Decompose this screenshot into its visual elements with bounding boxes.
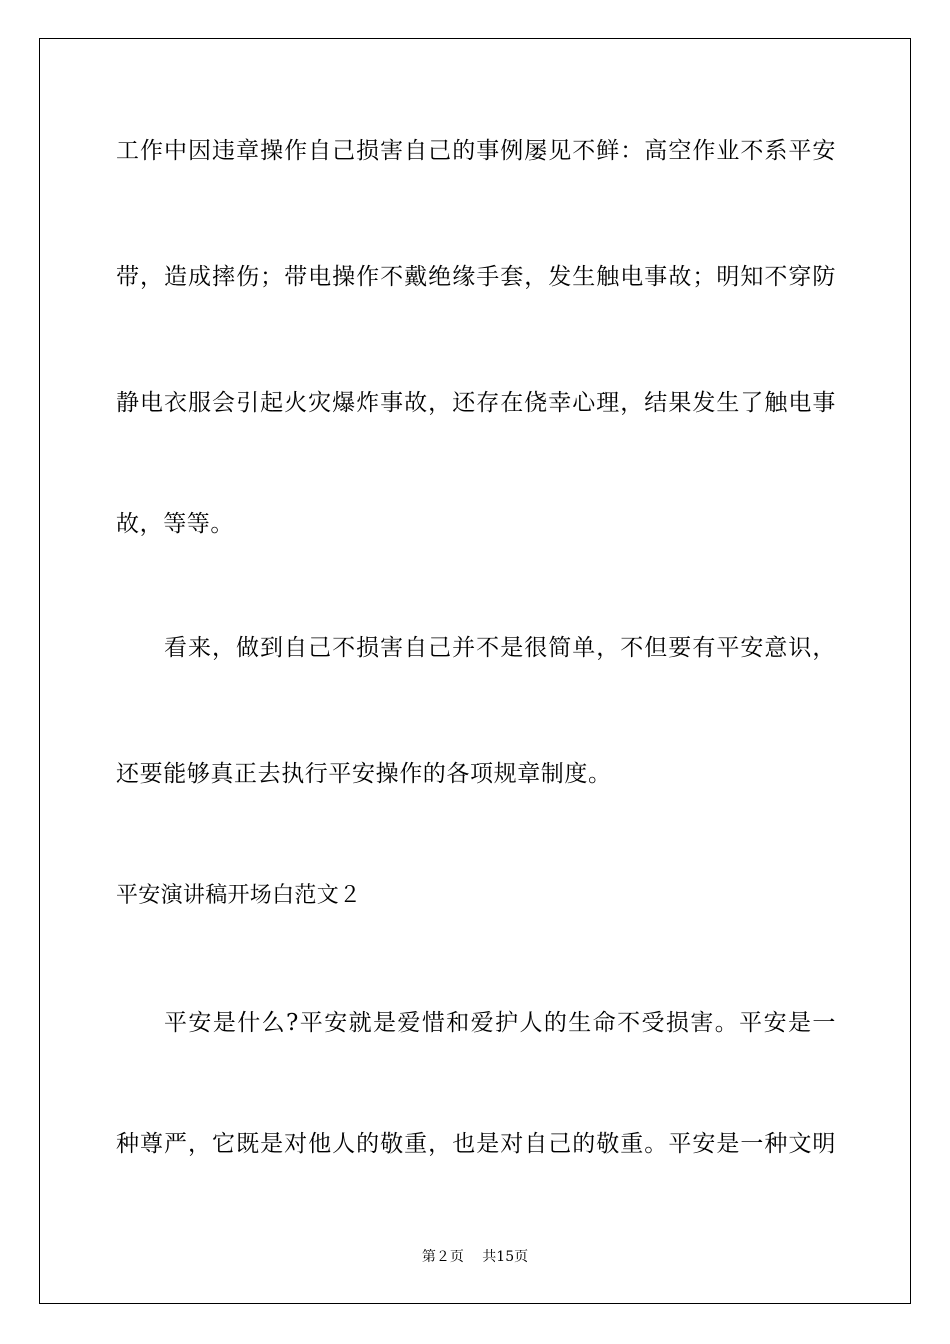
body-line-1: 工作中因违章操作自己损害自己的事例屡见不鲜：高空作业不系平安 [116,138,836,164]
paragraph2-line-1: 平安是什么?平安就是爱惜和爱护人的生命不受损害。平安是一 [164,1010,836,1036]
page-border [39,38,911,1304]
body-line-3: 静电衣服会引起火灾爆炸事故，还存在侥幸心理，结果发生了触电事 [116,390,836,416]
paragraph-line-1: 看来，做到自己不损害自己并不是很简单，不但要有平安意识， [164,635,836,661]
section-heading: 平安演讲稿开场白范文２ [116,883,362,908]
body-line-4: 故，等等。 [116,511,234,537]
paragraph-line-2: 还要能够真正去执行平安操作的各项规章制度。 [116,761,612,787]
paragraph2-line-2: 种尊严，它既是对他人的敬重，也是对自己的敬重。平安是一种文明 [116,1131,836,1157]
page-number-footer: 第２页 共15页 [421,1249,529,1265]
body-line-2: 带，造成摔伤；带电操作不戴绝缘手套，发生触电事故；明知不穿防 [116,264,836,290]
